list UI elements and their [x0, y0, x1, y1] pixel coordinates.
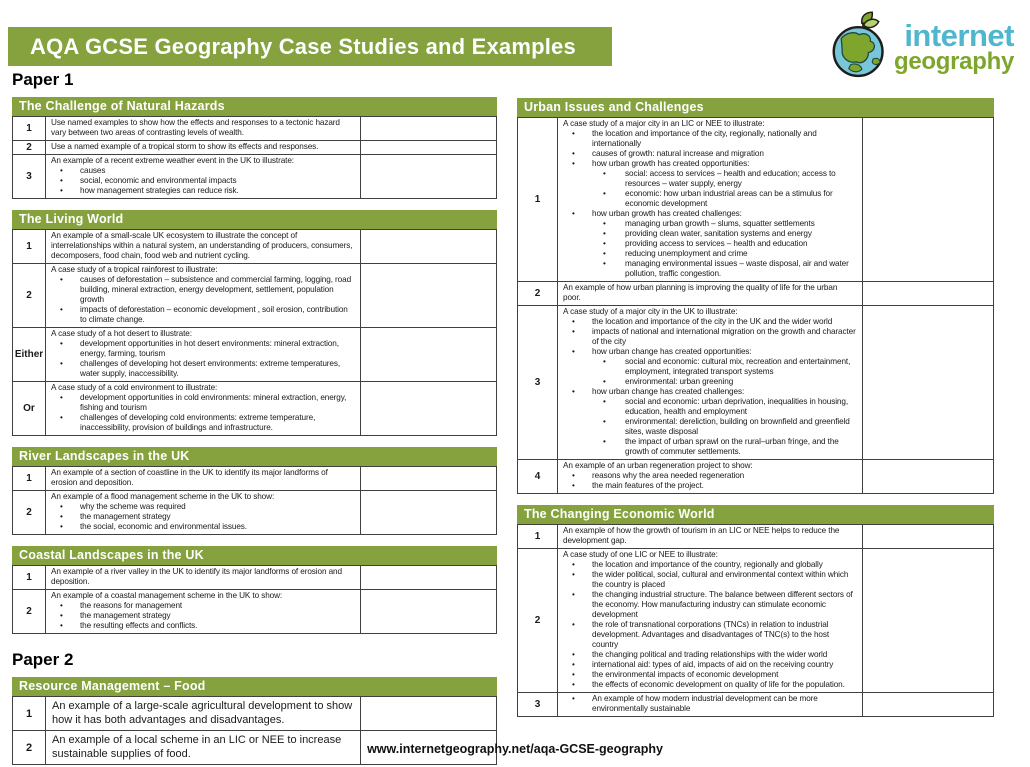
row-content: [46, 697, 360, 730]
section-title: The Challenge of Natural Hazards: [12, 97, 497, 116]
bullet-item: • causes of deforestation – subsistence and commercial farming, logging, road building, mineral extraction, energy development, settlement, population growth: [51, 275, 355, 305]
bullet-item: • how urban change has created opportunities:: [563, 347, 857, 357]
table-row: [518, 281, 993, 305]
notes-cell: [360, 697, 496, 730]
section-table: [517, 117, 994, 494]
case-study-section-coastal-landscapes: [12, 546, 497, 634]
row-label: 2: [13, 141, 46, 154]
notes-cell: [862, 118, 993, 281]
row-intro: An example of a flood management scheme in the UK to show:: [51, 492, 275, 501]
bullet-item: • the role of transnational corporations (TNCs) in relation to industrial development. Advantages and disadvantages of TNC(s) to the host country: [563, 620, 857, 650]
bullet-item: • impacts of national and international migration on the growth and character of the city: [563, 327, 857, 347]
row-label: 1: [13, 697, 46, 730]
bullet-item: • the location and importance of the city in the UK and the wider world: [563, 317, 857, 327]
row-intro: An example of a river valley in the UK to identify its major landforms of erosion and deposition.: [51, 567, 342, 586]
notes-cell: [360, 491, 496, 534]
row-content: [46, 566, 360, 589]
row-label: 1: [13, 117, 46, 140]
table-row: [518, 459, 993, 493]
left-column: [12, 70, 497, 767]
row-intro: Use a named example of a tropical storm to show its effects and responses.: [51, 142, 319, 151]
row-label: 2: [13, 731, 46, 764]
notes-cell: [862, 549, 993, 692]
row-content: [558, 118, 862, 281]
row-intro: An example of an urban regeneration project to show:: [563, 461, 753, 470]
row-content: [46, 467, 360, 490]
row-content: [558, 549, 862, 692]
table-row: [13, 116, 496, 140]
bullet-item: • the location and importance of the city, regionally, nationally and internationally: [563, 129, 857, 149]
section-title: The Living World: [12, 210, 497, 229]
case-study-section-changing-economic-world: [517, 505, 994, 717]
bullet-item: • social: access to services – health and education; access to resources – water supply, energy: [563, 169, 857, 189]
bullet-item: • the environmental impacts of economic development: [563, 670, 857, 680]
row-intro: An example of a local scheme in an LIC or NEE to increase sustainable supplies of food.: [52, 734, 342, 761]
section-table: [12, 466, 497, 535]
notes-cell: [360, 590, 496, 633]
bullet-item: • the main features of the project.: [563, 481, 857, 491]
table-row: [13, 327, 496, 381]
bullet-item: • how management strategies can reduce risk.: [51, 186, 355, 196]
table-row: [13, 381, 496, 435]
row-intro: An example of a section of coastline in the UK to identify its major landforms of erosion and deposition.: [51, 468, 328, 487]
bullet-item: • An example of how modern industrial development can be more environmentally sustainable: [563, 694, 857, 714]
row-content: [558, 460, 862, 493]
row-label: 2: [518, 549, 558, 692]
row-intro: A case study of a major city in the UK to illustrate:: [563, 307, 738, 316]
bullet-item: • the management strategy: [51, 512, 355, 522]
bullet-item: • social and economic: urban deprivation, inequalities in housing, education, health and employment: [563, 397, 857, 417]
row-intro: An example of how urban planning is improving the quality of life for the urban poor.: [563, 283, 838, 302]
notes-cell: [360, 155, 496, 198]
table-row: [13, 154, 496, 198]
section-table: [12, 565, 497, 634]
row-label: 1: [518, 118, 558, 281]
bullet-item: • environmental: dereliction, building on brownfield and greenfield sites, waste disposal: [563, 417, 857, 437]
section-title: Resource Management – Food: [12, 677, 497, 696]
row-label: 1: [13, 566, 46, 589]
notes-cell: [360, 328, 496, 381]
table-row: [13, 696, 496, 730]
right-column: [517, 98, 994, 728]
bullet-item: • social, economic and environmental impacts: [51, 176, 355, 186]
globe-with-leaf-icon: [830, 10, 890, 85]
bullet-item: • impacts of deforestation – economic development , soil erosion, contribution to climate change.: [51, 305, 355, 325]
bullet-item: • social and economic: cultural mix, recreation and entertainment, employment, integrated transport systems: [563, 357, 857, 377]
bullet-item: • why the scheme was required: [51, 502, 355, 512]
notes-cell: [862, 306, 993, 459]
bullet-item: • the resulting effects and conflicts.: [51, 621, 355, 631]
bullet-item: • the location and importance of the country, regionally and globally: [563, 560, 857, 570]
case-study-section-urban-issues: [517, 98, 994, 494]
notes-cell: [360, 230, 496, 263]
bullet-item: • the changing industrial structure. The balance between different sectors of the economy. How manufacturing industry can stimulate economic development: [563, 590, 857, 620]
row-label: 2: [13, 590, 46, 633]
table-row: [13, 589, 496, 633]
row-content: [46, 155, 360, 198]
table-row: [13, 466, 496, 490]
bullet-item: • development opportunities in hot desert environments: mineral extraction, energy, farming, tourism: [51, 339, 355, 359]
internet-geography-logo: [830, 10, 1014, 85]
row-label: Or: [13, 382, 46, 435]
table-row: [13, 565, 496, 589]
notes-cell: [862, 460, 993, 493]
case-study-section-natural-hazards: [12, 97, 497, 199]
logo-word-geography: geography: [894, 48, 1014, 76]
row-intro: An example of how the growth of tourism in an LIC or NEE helps to reduce the development gap.: [563, 526, 840, 545]
paper-2-heading: Paper 2: [12, 650, 74, 669]
row-intro: An example of a large-scale agricultural development to show how it has both advantages and disadvantages.: [52, 700, 353, 727]
bullet-item: • the changing political and trading relationships with the wider world: [563, 650, 857, 660]
notes-cell: [862, 693, 993, 716]
row-content: [558, 306, 862, 459]
row-label: 4: [518, 460, 558, 493]
row-content: [46, 328, 360, 381]
bullet-item: • reducing unemployment and crime: [563, 249, 857, 259]
logo-word-internet: internet: [904, 17, 1014, 53]
row-intro: Use named examples to show how the effects and responses to a tectonic hazard vary between two areas of contrasting levels of wealth.: [51, 118, 340, 137]
table-row: [13, 263, 496, 327]
table-row: [518, 548, 993, 692]
section-table: [12, 116, 497, 199]
row-label: 1: [518, 525, 558, 548]
right-sections: [517, 98, 994, 717]
row-label: 2: [13, 264, 46, 327]
table-row: [13, 490, 496, 534]
table-row: [13, 229, 496, 263]
row-label: 1: [13, 467, 46, 490]
section-table: [12, 229, 497, 436]
bullet-item: • the management strategy: [51, 611, 355, 621]
bullet-item: • how urban growth has created challenges:: [563, 209, 857, 219]
title-bar: [8, 27, 612, 66]
table-row: [518, 117, 993, 281]
row-intro: An example of a coastal management scheme in the UK to show:: [51, 591, 283, 600]
bullet-item: • providing clean water, sanitation systems and energy: [563, 229, 857, 239]
section-title: Urban Issues and Challenges: [517, 98, 994, 117]
bullet-item: • the social, economic and environmental issues.: [51, 522, 355, 532]
row-label: 3: [13, 155, 46, 198]
row-label: 1: [13, 230, 46, 263]
row-content: [46, 491, 360, 534]
table-row: [13, 140, 496, 154]
page-title: AQA GCSE Geography Case Studies and Examples: [30, 34, 576, 59]
row-content: [558, 525, 862, 548]
row-intro: A case study of a tropical rainforest to illustrate:: [51, 265, 218, 274]
table-row: [518, 692, 993, 716]
bullet-item: • development opportunities in cold environments: mineral extraction, energy, fishing and tourism: [51, 393, 355, 413]
notes-cell: [360, 467, 496, 490]
paper-1-sections: [12, 97, 497, 634]
bullet-item: • challenges of developing hot desert environments: extreme temperatures, water supply, inaccessibility.: [51, 359, 355, 379]
paper-1-heading: Paper 1: [12, 70, 74, 89]
logo-wordmark: [894, 17, 1014, 76]
notes-cell: [360, 141, 496, 154]
notes-cell: [360, 117, 496, 140]
row-intro: An example of a recent extreme weather event in the UK to illustrate:: [51, 156, 294, 165]
row-label: 2: [13, 491, 46, 534]
bullet-item: • challenges of developing cold environments: extreme temperature, inaccessibility, provision of buildings and infrastructure.: [51, 413, 355, 433]
bullet-item: • international aid: types of aid, impacts of aid on the receiving country: [563, 660, 857, 670]
section-title: Coastal Landscapes in the UK: [12, 546, 497, 565]
bullet-item: • the effects of economic development on quality of life for the population.: [563, 680, 857, 690]
bullet-item: • managing environmental issues – waste disposal, air and water pollution, traffic congestion.: [563, 259, 857, 279]
notes-cell: [862, 282, 993, 305]
row-label: 3: [518, 693, 558, 716]
row-intro: A case study of a hot desert to illustrate:: [51, 329, 192, 338]
row-content: [46, 230, 360, 263]
bullet-item: • causes: [51, 166, 355, 176]
row-intro: A case study of a major city in an LIC or NEE to illustrate:: [563, 119, 765, 128]
bullet-item: • causes of growth: natural increase and migration: [563, 149, 857, 159]
bullet-item: • economic: how urban industrial areas can be a stimulus for economic development: [563, 189, 857, 209]
row-intro: An example of a small-scale UK ecosystem to illustrate the concept of interrelationships within a natural system, an understanding of producers, consumers, decomposers, food chain, food web and nutrient cycling.: [51, 231, 353, 260]
row-intro: A case study of a cold environment to illustrate:: [51, 383, 218, 392]
bullet-item: • how urban growth has created opportunities:: [563, 159, 857, 169]
bullet-item: • reasons why the area needed regeneration: [563, 471, 857, 481]
section-title: River Landscapes in the UK: [12, 447, 497, 466]
bullet-item: • how urban change has created challenges:: [563, 387, 857, 397]
row-content: [558, 693, 862, 716]
row-content: [558, 282, 862, 305]
bullet-item: • environmental: urban greening: [563, 377, 857, 387]
notes-cell: [360, 382, 496, 435]
section-table: [517, 524, 994, 717]
bullet-item: • managing urban growth – slums, squatter settlements: [563, 219, 857, 229]
row-content: [46, 264, 360, 327]
footer-url: www.internetgeography.net/aqa-GCSE-geography: [367, 742, 663, 756]
notes-cell: [862, 525, 993, 548]
notes-cell: [360, 566, 496, 589]
row-content: [46, 117, 360, 140]
row-label: Either: [13, 328, 46, 381]
bullet-item: • the reasons for management: [51, 601, 355, 611]
row-label: 3: [518, 306, 558, 459]
row-label: 2: [518, 282, 558, 305]
table-row: [518, 305, 993, 459]
row-intro: A case study of one LIC or NEE to illustrate:: [563, 550, 718, 559]
case-study-section-river-landscapes: [12, 447, 497, 535]
row-content: [46, 590, 360, 633]
table-row: [518, 524, 993, 548]
bullet-item: • the wider political, social, cultural and environmental context within which the country is placed: [563, 570, 857, 590]
case-study-section-living-world: [12, 210, 497, 436]
row-content: [46, 141, 360, 154]
bullet-item: • the impact of urban sprawl on the rural–urban fringe, and the growth of commuter settlements.: [563, 437, 857, 457]
section-title: The Changing Economic World: [517, 505, 994, 524]
notes-cell: [360, 264, 496, 327]
bullet-item: • providing access to services – health and education: [563, 239, 857, 249]
row-content: [46, 382, 360, 435]
